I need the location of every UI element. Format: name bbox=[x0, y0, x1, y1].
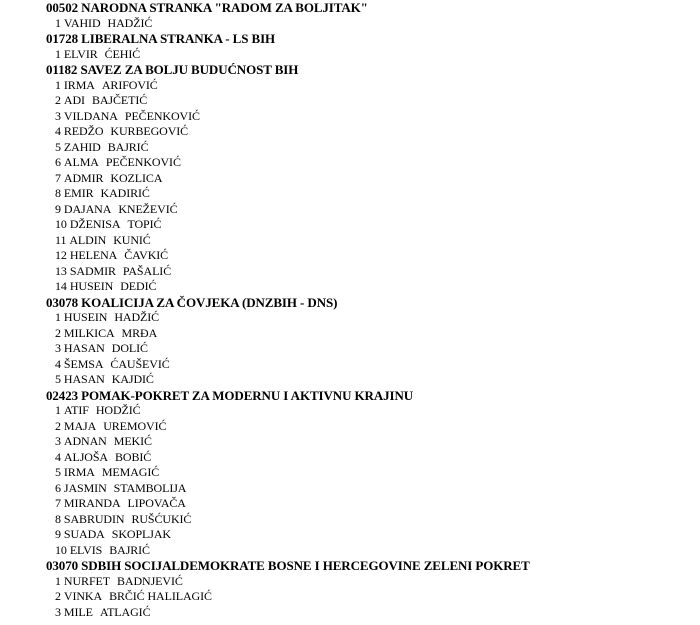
candidate-number: 3 bbox=[55, 434, 61, 448]
candidate-number: 9 bbox=[55, 527, 61, 541]
candidate-last-name: LIPOVAČA bbox=[127, 496, 186, 510]
candidate-last-name: KADIRIĆ bbox=[100, 186, 150, 200]
candidate-first-name: JASMIN bbox=[63, 480, 107, 495]
candidate-last-name: BOBIĆ bbox=[114, 449, 152, 464]
party-code: 01728 bbox=[46, 31, 79, 46]
candidate-first-name: ALMA bbox=[63, 155, 99, 169]
candidate-row bbox=[46, 527, 686, 543]
candidate-number: 5 bbox=[55, 372, 61, 386]
candidate-last-name: PAŠALIĆ bbox=[122, 263, 172, 278]
party-heading bbox=[46, 62, 686, 78]
candidate-row bbox=[46, 481, 686, 497]
candidate-number: 2 bbox=[55, 93, 61, 107]
party-name: SAVEZ ZA BOLJU BUDUĆNOST BIH bbox=[80, 62, 299, 77]
candidate-row bbox=[46, 357, 686, 373]
candidate-number: 1 bbox=[55, 573, 61, 588]
candidate-first-name: HASAN bbox=[63, 372, 105, 386]
candidate-last-name: SKOPLJAK bbox=[111, 527, 171, 541]
candidate-first-name: SUADA bbox=[63, 527, 105, 541]
candidate-last-name: ARIFOVIĆ bbox=[101, 77, 158, 92]
candidate-row bbox=[46, 233, 686, 249]
candidate-row bbox=[46, 450, 686, 466]
candidate-first-name: DŽENISA bbox=[69, 217, 121, 231]
candidate-number: 4 bbox=[55, 124, 61, 138]
party-block bbox=[46, 0, 686, 31]
candidate-last-name: MEKIĆ bbox=[113, 434, 152, 448]
party-code: 03070 bbox=[46, 558, 79, 573]
party-code: 00502 bbox=[46, 0, 79, 15]
party-heading bbox=[46, 31, 686, 47]
candidate-row bbox=[46, 93, 686, 109]
candidate-last-name: ATLAGIĆ bbox=[99, 604, 151, 619]
candidate-row bbox=[46, 124, 686, 140]
candidate-number: 1 bbox=[55, 403, 61, 417]
candidate-last-name: BADNJEVIĆ bbox=[116, 573, 183, 588]
candidate-last-name: KURBEGOVIĆ bbox=[110, 124, 189, 138]
party-block bbox=[46, 558, 686, 620]
candidate-last-name: TOPIĆ bbox=[127, 217, 162, 231]
candidate-last-name: KAJDIĆ bbox=[111, 372, 154, 386]
candidate-last-name: PEČENKOVIĆ bbox=[105, 155, 181, 169]
candidate-first-name: ZAHID bbox=[63, 139, 101, 154]
candidate-number: 8 bbox=[55, 186, 61, 200]
candidate-first-name: ALJOŠA bbox=[63, 449, 108, 464]
candidate-first-name: HASAN bbox=[63, 341, 105, 355]
candidate-number: 4 bbox=[55, 356, 61, 371]
candidate-first-name: ŠEMSA bbox=[63, 356, 104, 371]
party-block bbox=[46, 31, 686, 62]
candidate-row bbox=[46, 434, 686, 450]
candidate-row bbox=[46, 419, 686, 435]
candidate-first-name: MILKICA bbox=[63, 325, 115, 340]
candidate-last-name: BAJČETIĆ bbox=[91, 93, 148, 107]
candidate-row bbox=[46, 264, 686, 280]
candidate-first-name: HUSEIN bbox=[63, 310, 108, 324]
candidate-first-name: HELENA bbox=[69, 248, 118, 262]
party-heading bbox=[46, 295, 686, 311]
candidate-row bbox=[46, 326, 686, 342]
candidate-last-name: BRČIĆ HALILAGIĆ bbox=[109, 589, 212, 603]
candidate-last-name: ĆAUŠEVIĆ bbox=[110, 356, 170, 371]
candidate-first-name: VINKA bbox=[63, 589, 103, 603]
candidate-number: 3 bbox=[55, 604, 61, 619]
candidate-row bbox=[46, 496, 686, 512]
candidate-row bbox=[46, 248, 686, 264]
party-code: 02423 bbox=[46, 387, 79, 403]
candidate-last-name: KUNIĆ bbox=[113, 232, 151, 247]
party-name: NARODNA STRANKA "RADOM ZA BOLJITAK" bbox=[81, 0, 368, 15]
candidate-last-name: BAJRIĆ bbox=[109, 542, 150, 557]
candidate-first-name: IRMA bbox=[63, 465, 95, 479]
candidate-row bbox=[46, 403, 686, 419]
party-code: 03078 bbox=[46, 294, 79, 310]
candidate-number: 1 bbox=[55, 77, 61, 92]
party-heading bbox=[46, 388, 686, 404]
candidate-number: 3 bbox=[55, 108, 61, 123]
candidate-first-name: DAJANA bbox=[63, 201, 112, 216]
candidate-first-name: ADI bbox=[63, 93, 85, 107]
candidate-first-name: ADNAN bbox=[63, 434, 107, 448]
candidate-first-name: ADMIR bbox=[63, 170, 104, 185]
candidate-first-name: HUSEIN bbox=[69, 279, 114, 293]
candidate-number: 5 bbox=[55, 139, 61, 154]
candidate-last-name: STAMBOLIJA bbox=[113, 480, 187, 495]
candidate-number: 1 bbox=[55, 46, 61, 61]
candidate-last-name: KOZLICA bbox=[110, 170, 163, 185]
candidate-last-name: MRĐA bbox=[121, 325, 158, 340]
candidate-number: 7 bbox=[55, 496, 61, 510]
party-block bbox=[46, 388, 686, 559]
party-name: POMAK-POKRET ZA MODERNU I AKTIVNU KRAJINU bbox=[81, 387, 414, 403]
candidate-number: 7 bbox=[55, 170, 61, 185]
candidate-first-name: MILE bbox=[63, 604, 93, 619]
candidate-number: 1 bbox=[55, 310, 61, 324]
candidate-row bbox=[46, 16, 686, 32]
candidate-row bbox=[46, 155, 686, 171]
party-name: LIBERALNA STRANKA - LS BIH bbox=[81, 31, 276, 46]
candidate-number: 10 bbox=[55, 542, 67, 557]
candidate-number: 2 bbox=[55, 589, 61, 603]
candidate-first-name: ELVIS bbox=[69, 542, 103, 557]
candidate-last-name: MEMAGIĆ bbox=[101, 465, 160, 479]
candidate-first-name: NURFET bbox=[63, 573, 110, 588]
candidate-row bbox=[46, 78, 686, 94]
candidate-row bbox=[46, 589, 686, 605]
party-block bbox=[46, 62, 686, 295]
candidate-first-name: ATIF bbox=[63, 403, 89, 417]
candidate-number: 11 bbox=[55, 232, 67, 247]
candidate-first-name: REDŽO bbox=[63, 124, 104, 138]
candidate-last-name: ČAVKIĆ bbox=[124, 248, 169, 262]
candidate-number: 8 bbox=[55, 511, 61, 526]
party-heading bbox=[46, 558, 686, 574]
candidate-row bbox=[46, 140, 686, 156]
candidate-row bbox=[46, 217, 686, 233]
candidate-row bbox=[46, 465, 686, 481]
candidate-first-name: MAJA bbox=[63, 418, 97, 433]
candidate-last-name: KNEŽEVIĆ bbox=[118, 201, 178, 216]
candidate-row bbox=[46, 341, 686, 357]
candidate-number: 6 bbox=[55, 480, 61, 495]
candidate-row bbox=[46, 605, 686, 621]
candidate-last-name: HADŽIĆ bbox=[107, 15, 153, 30]
candidate-number: 5 bbox=[55, 465, 61, 479]
candidate-number: 13 bbox=[55, 263, 67, 278]
party-block bbox=[46, 295, 686, 388]
candidate-first-name: ELVIR bbox=[63, 46, 98, 61]
candidate-row bbox=[46, 109, 686, 125]
candidate-row bbox=[46, 279, 686, 295]
candidate-last-name: HADŽIĆ bbox=[114, 310, 160, 324]
party-code: 01182 bbox=[46, 62, 78, 77]
candidate-number: 14 bbox=[55, 279, 67, 293]
candidate-first-name: EMIR bbox=[63, 186, 94, 200]
candidate-number: 10 bbox=[55, 217, 67, 231]
candidate-last-name: UREMOVIĆ bbox=[103, 418, 167, 433]
candidate-last-name: BAJRIĆ bbox=[107, 139, 149, 154]
candidate-first-name: ALDIN bbox=[69, 232, 107, 247]
candidate-last-name: RUŠĆUKIĆ bbox=[131, 511, 192, 526]
candidate-last-name: DOLIĆ bbox=[111, 341, 148, 355]
candidate-number: 3 bbox=[55, 341, 61, 355]
candidate-last-name: DEDIĆ bbox=[120, 279, 157, 293]
candidate-row bbox=[46, 372, 686, 388]
candidate-last-name: HODŽIĆ bbox=[95, 403, 141, 417]
candidate-last-name: PEČENKOVIĆ bbox=[124, 108, 200, 123]
candidate-first-name: VILDANA bbox=[63, 108, 118, 123]
candidate-row bbox=[46, 310, 686, 326]
candidate-number: 2 bbox=[55, 325, 61, 340]
candidate-row bbox=[46, 186, 686, 202]
candidate-number: 1 bbox=[55, 15, 61, 30]
candidate-row bbox=[46, 202, 686, 218]
candidate-first-name: MIRANDA bbox=[63, 496, 121, 510]
candidate-first-name: SABRUDIN bbox=[63, 511, 125, 526]
candidate-number: 6 bbox=[55, 155, 61, 169]
candidate-row bbox=[46, 47, 686, 63]
candidate-list-document bbox=[46, 0, 686, 620]
candidate-number: 12 bbox=[55, 248, 67, 262]
candidate-number: 4 bbox=[55, 449, 61, 464]
candidate-row bbox=[46, 171, 686, 187]
candidate-number: 2 bbox=[55, 418, 61, 433]
party-heading bbox=[46, 0, 686, 16]
candidate-first-name: SADMIR bbox=[69, 263, 116, 278]
candidate-number: 9 bbox=[55, 201, 61, 216]
candidate-row bbox=[46, 512, 686, 528]
candidate-first-name: VAHID bbox=[63, 15, 101, 30]
candidate-row bbox=[46, 574, 686, 590]
candidate-last-name: ĆEHIĆ bbox=[104, 46, 141, 61]
candidate-first-name: IRMA bbox=[63, 77, 95, 92]
party-name: SDBIH SOCIJALDEMOKRATE BOSNE I HERCEGOVINE ZELENI POKRET bbox=[81, 558, 530, 573]
party-name: KOALICIJA ZA ČOVJEKA (DNZBIH - DNS) bbox=[81, 294, 338, 310]
candidate-row bbox=[46, 543, 686, 559]
